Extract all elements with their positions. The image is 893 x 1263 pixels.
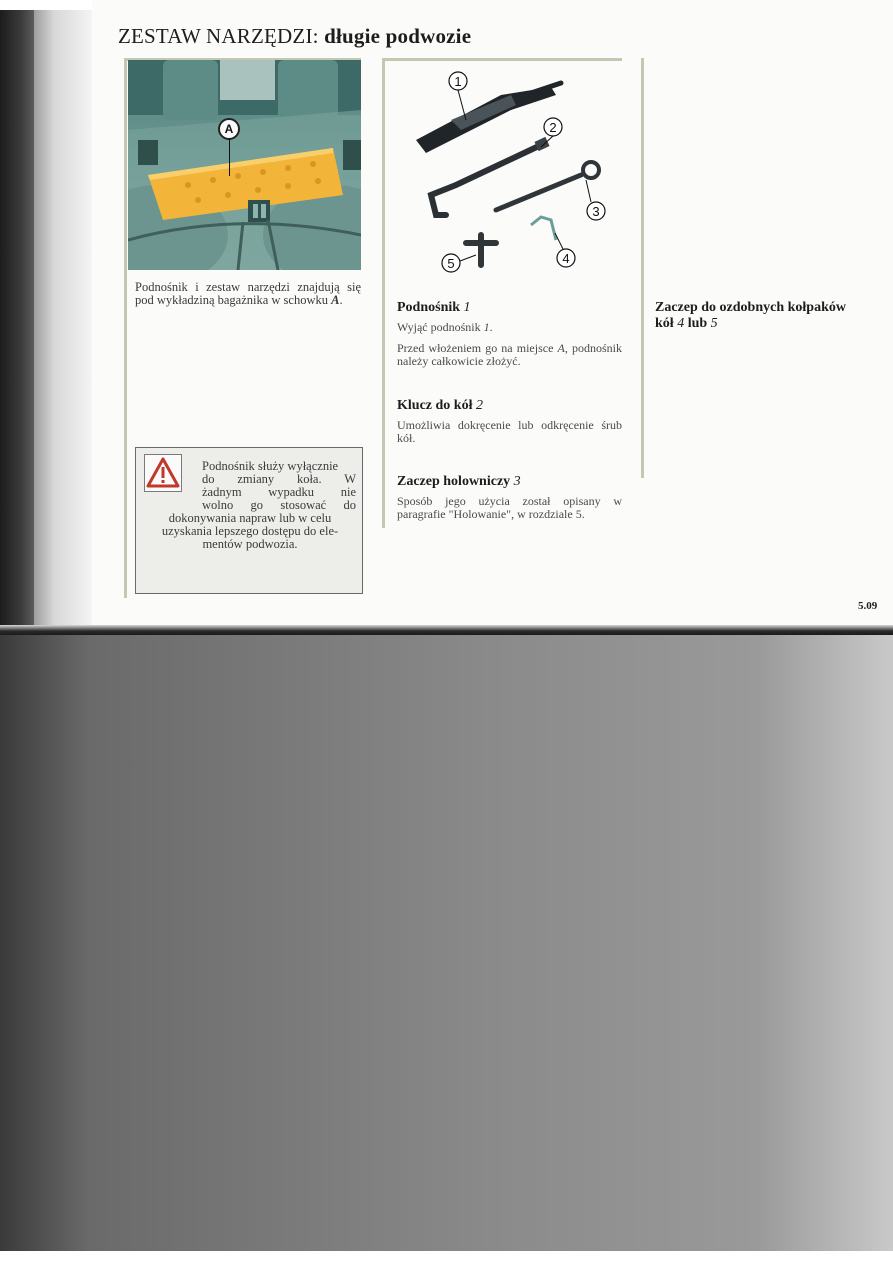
jack-p1-after: . (489, 320, 493, 334)
wrench-para: Umożliwia dokręcenie lub odkręcenie śrub kół. (397, 418, 622, 445)
heading-hubcap-line1: Zaczep do ozdobnych kołpaków (655, 300, 846, 315)
jack-p1-ref: 1 (483, 320, 490, 334)
warning-text (144, 460, 356, 551)
jack-p2-after: , podnośnik należy całkowicie złożyć. (397, 341, 622, 368)
heading-tow (397, 474, 521, 490)
warning-box (135, 447, 363, 594)
scan-bottom-margin (0, 1251, 893, 1263)
marker-a-leader (229, 138, 230, 176)
caption-left (135, 281, 361, 307)
column-rule-left (124, 58, 127, 598)
hubcap-l2-b: lub (684, 316, 711, 331)
warning-line-4: wolno go stosować do (202, 498, 356, 512)
book-gutter (34, 0, 92, 633)
column-rule-middle (382, 58, 385, 528)
heading-tow-text: Zaczep holowniczy (397, 474, 514, 489)
title-rest: długie podwozie (318, 24, 472, 48)
heading-jack-num: 1 (463, 300, 471, 315)
warning-line-3: żadnym wypadku nie (202, 485, 356, 499)
callout-3: 3 (592, 204, 600, 219)
page-title (118, 24, 471, 49)
tow-para: Sposób jego użycia został opisany w paragrafie "Holowanie", w rozdziale 5. (397, 494, 622, 521)
hubcap-l2-a: kół (655, 316, 678, 331)
heading-wrench-text: Klucz do kół (397, 398, 476, 413)
top-rule-middle (382, 58, 622, 61)
caption-after: . (339, 293, 343, 307)
callout-4: 4 (562, 251, 570, 266)
scan-top-edge (0, 0, 92, 10)
jack-para-2 (397, 342, 622, 367)
caption-ref: A (331, 293, 340, 307)
heading-wrench-num: 2 (475, 398, 483, 413)
heading-hubcap-line2 (655, 316, 718, 332)
column-rule-right (641, 58, 644, 478)
scan-background (0, 633, 893, 1251)
book-binding-shadow (0, 0, 34, 633)
heading-jack-text: Podnośnik (397, 300, 464, 315)
warning-rest: dokonywania napraw lub w celu uzyskania lepszego dostępu do ele-mentów podwozia. (161, 511, 339, 551)
callout-5: 5 (447, 256, 455, 271)
trunk-photo (128, 60, 361, 270)
title-bold: ZESTAW NARZĘDZI: (118, 24, 319, 48)
jack-p1-text: Wyjąć podnośnik (397, 320, 484, 334)
marker-a: A (218, 118, 240, 140)
hubcap-l2-num1: 4 (677, 316, 685, 331)
warning-line-1: Podnośnik służy wyłącznie (202, 459, 339, 473)
jack-para-1 (397, 321, 622, 334)
jack-p2-text: Przed włożeniem go na miejsce (397, 341, 558, 355)
hubcap-l2-num2: 5 (710, 316, 718, 331)
page-bottom-shadow (0, 625, 893, 635)
heading-jack (397, 300, 471, 316)
callout-2: 2 (549, 120, 557, 135)
caption-text: Podnośnik i zestaw narzędzi znajdują się pod wykładziną bagażnika w schowku (135, 280, 361, 307)
heading-tow-num: 3 (513, 474, 521, 489)
page-number: 5.09 (858, 600, 878, 612)
heading-wrench (397, 398, 483, 414)
callout-1: 1 (454, 74, 462, 89)
jack-p2-ref: A (557, 341, 565, 355)
tools-figure (391, 65, 621, 280)
warning-line-2: do zmiany koła. W (202, 472, 356, 486)
